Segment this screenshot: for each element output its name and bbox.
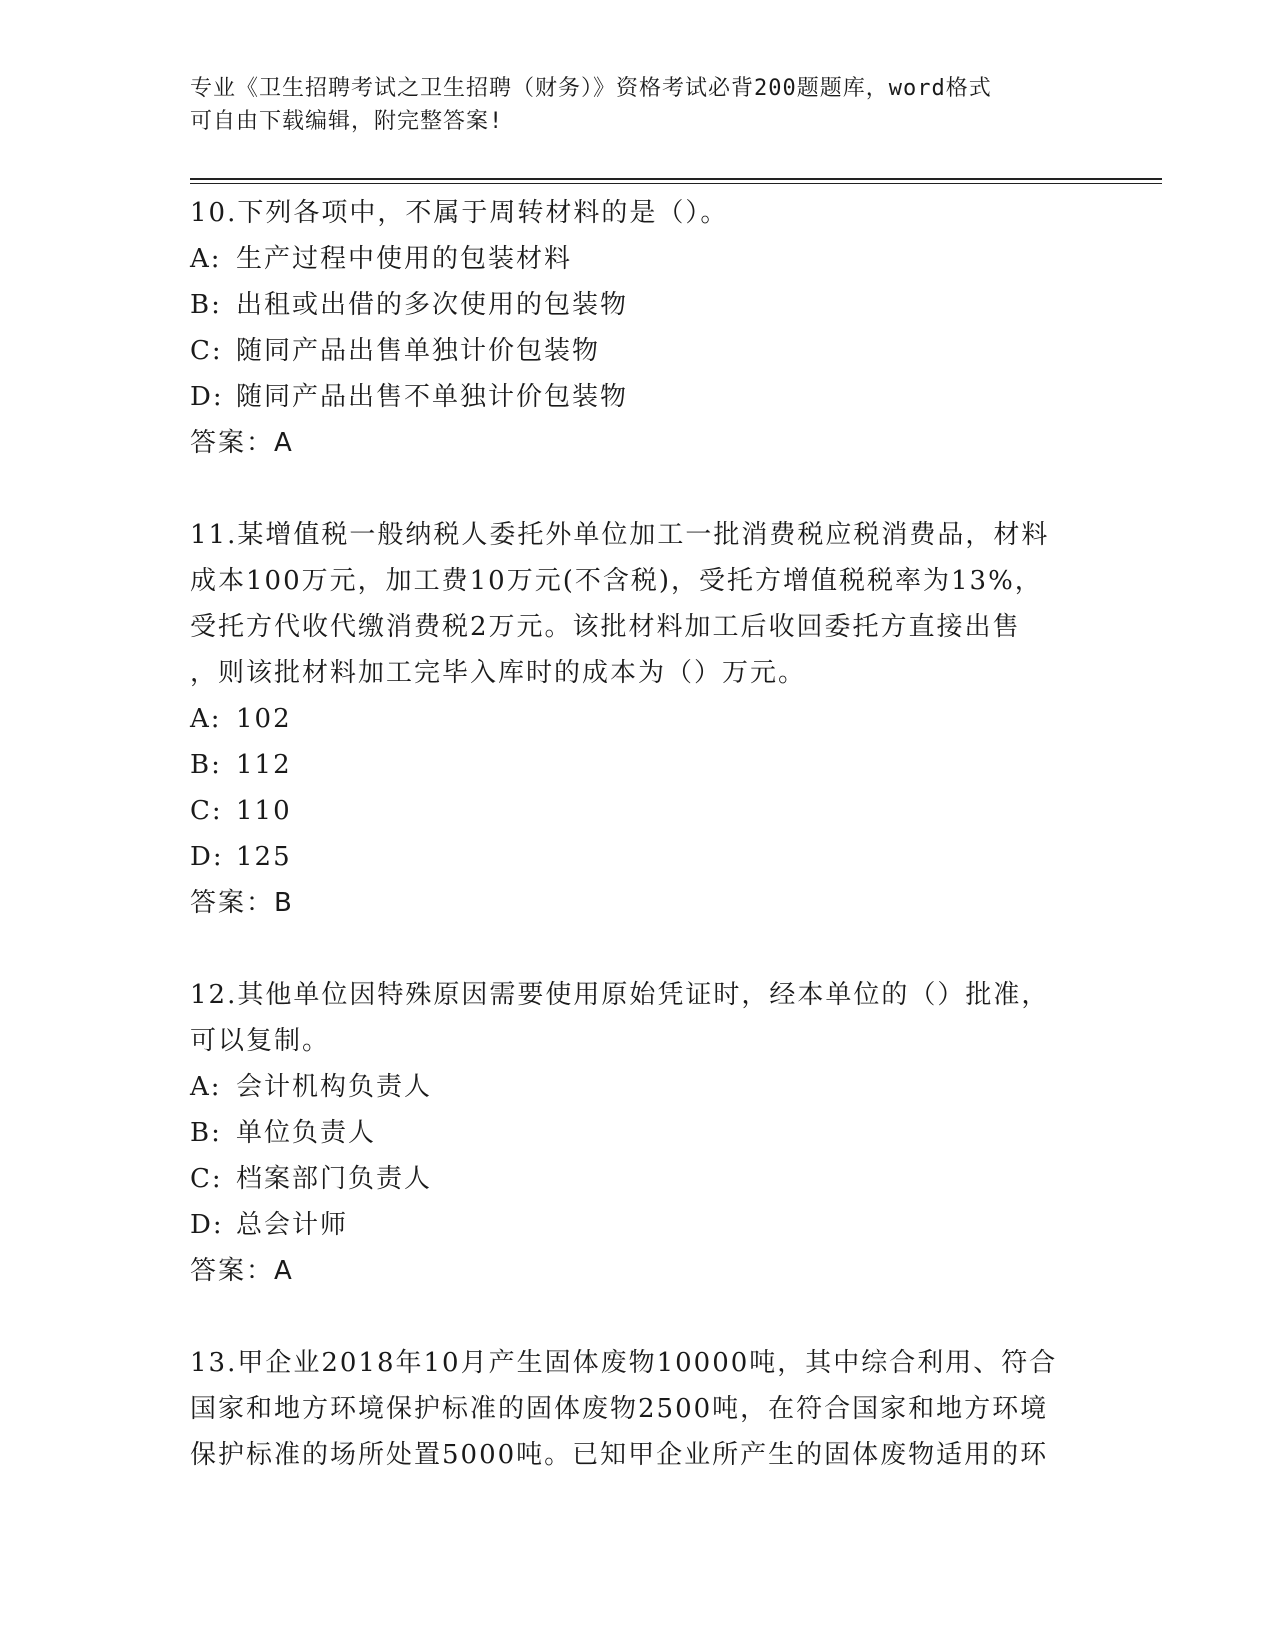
option-d	[190, 834, 1080, 880]
spacer	[190, 466, 1080, 512]
option-text: 随同产品出售不单独计价包装物	[236, 382, 629, 412]
option-text: 112	[236, 750, 292, 780]
option-text: 随同产品出售单独计价包装物	[236, 336, 601, 366]
option-text: 档案部门负责人	[236, 1164, 433, 1194]
document-header	[190, 72, 1090, 138]
option-text: 110	[236, 796, 292, 826]
header-divider-thick	[190, 178, 1162, 180]
option-key: C:	[190, 796, 223, 826]
option-text: 102	[236, 704, 292, 734]
option-key: B:	[190, 290, 222, 320]
option-text: 总会计师	[236, 1210, 349, 1240]
option-a	[190, 696, 1080, 742]
option-d	[190, 374, 1080, 420]
option-text: 单位负责人	[236, 1118, 377, 1148]
option-c	[190, 1156, 1080, 1202]
option-key: A:	[190, 704, 222, 734]
option-text: 会计机构负责人	[236, 1072, 433, 1102]
question-stem-line: ，则该批材料加工完毕入库时的成本为（）万元。	[190, 658, 807, 688]
answer-line: 答案：B	[190, 888, 294, 918]
option-text: 出租或出借的多次使用的包装物	[236, 290, 629, 320]
option-text: 生产过程中使用的包装材料	[236, 244, 573, 274]
question-stem-line: 可以复制。	[190, 1026, 331, 1056]
option-d	[190, 1202, 1080, 1248]
option-a	[190, 1064, 1080, 1110]
header-divider-thin	[190, 183, 1162, 184]
question-stem-line: 12.其他单位因特殊原因需要使用原始凭证时，经本单位的（）批准，	[190, 980, 1050, 1010]
question-stem-line: 13.甲企业2018年10月产生固体废物10000吨，其中综合利用、符合	[190, 1348, 1058, 1378]
answer-line: 答案：A	[190, 1256, 294, 1286]
option-key: D:	[190, 1210, 224, 1240]
option-b	[190, 1110, 1080, 1156]
option-b	[190, 282, 1080, 328]
header-line-1: 专业《卫生招聘考试之卫生招聘（财务）》资格考试必背200题题库，word格式	[190, 76, 992, 101]
spacer	[190, 926, 1080, 972]
option-key: C:	[190, 1164, 223, 1194]
question-10	[190, 190, 1080, 466]
option-key: A:	[190, 244, 222, 274]
option-a	[190, 236, 1080, 282]
option-key: A:	[190, 1072, 222, 1102]
option-key: B:	[190, 1118, 222, 1148]
spacer	[190, 1294, 1080, 1340]
question-stem-line: 国家和地方环境保护标准的固体废物2500吨，在符合国家和地方环境	[190, 1394, 1049, 1424]
question-list	[190, 190, 1080, 1478]
option-c	[190, 328, 1080, 374]
question-11	[190, 512, 1080, 926]
question-stem-line: 成本100万元，加工费10万元(不含税)，受托方增值税税率为13%，	[190, 566, 1043, 596]
option-key: C:	[190, 336, 223, 366]
option-b	[190, 742, 1080, 788]
option-key: D:	[190, 382, 224, 412]
header-line-2: 可自由下载编辑，附完整答案!	[190, 109, 504, 134]
question-stem-line: 受托方代收代缴消费税2万元。该批材料加工后收回委托方直接出售	[190, 612, 1021, 642]
question-stem-line: 保护标准的场所处置5000吨。已知甲企业所产生的固体废物适用的环	[190, 1440, 1049, 1470]
question-13	[190, 1340, 1080, 1478]
option-c	[190, 788, 1080, 834]
option-key: B:	[190, 750, 222, 780]
question-12	[190, 972, 1080, 1294]
question-stem: 10.下列各项中，不属于周转材料的是（）。	[190, 198, 729, 228]
option-key: D:	[190, 842, 224, 872]
question-stem-line: 11.某增值税一般纳税人委托外单位加工一批消费税应税消费品，材料	[190, 520, 1050, 550]
answer-line: 答案：A	[190, 428, 294, 458]
option-text: 125	[236, 842, 292, 872]
